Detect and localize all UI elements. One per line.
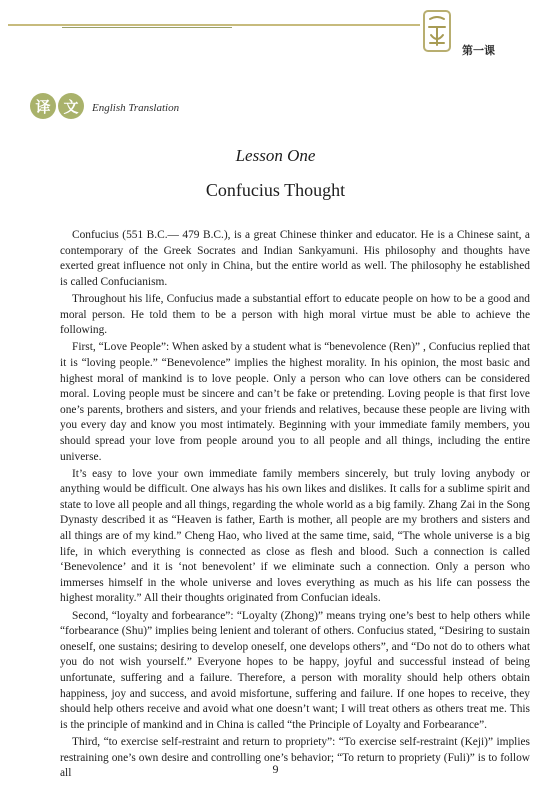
page-title: Confucius Thought (205, 180, 346, 200)
paragraph: Confucius (551 B.C.— 479 B.C.), is a great Chinese thinker and educator. He is a Chinese saint, a contemporary of the Greek Socrates and Indian Sankyamuni. His philosophy and thoughts have exerted great influence not only in China, but the entire world as well. The philosophy he established is called Confucianism. (60, 229, 530, 288)
lesson-tag: 第一课 (462, 44, 495, 57)
paragraph: Throughout his life, Confucius made a substantial effort to educate people on how to be a good and moral person. He told them to be a person with high moral virtue must be able to achieve the following. (60, 292, 530, 337)
body-text (60, 228, 530, 783)
section-underline (62, 27, 232, 28)
seal-stamp-icon (420, 8, 454, 54)
section-badge-2: 文 (58, 93, 84, 119)
paragraph: Third, “to exercise self-restraint and return to propriety”: “To exercise self-restraint (Keji)” implies restraining one’s own desire and controlling one’s behavior; “To return to propriety (Fuli)” is to follow all (60, 735, 530, 780)
paragraph: First, “Love People”: When asked by a student what is “benevolence (Ren)” , Confucius replied that it is “loving people.” “Benevolence” implies the highest morality. In his opinion, the most basic and highest moral of mankind is to love people. Only a person who can love others can be considered moral. Loving people must be sincere and can’t be fake or pretending. Loving people is that first love one’s parents, brothers and sisters, and your friends and relatives, because these people are living with you every day and know you most intimately. Beginning with your immediate family members, you should spread your love from people around you to all people and all things, including the entire universe. (60, 341, 530, 463)
section-badge-1: 译 (30, 93, 56, 119)
lesson-title: Lesson One (235, 146, 316, 165)
paragraph: Second, “loyalty and forbearance”: “Loyalty (Zhong)” means trying one’s best to help others while “forbearance (Shu)” implies being lenient and tolerant of others. Confucius stated, “Desiring to sustain oneself, one sustains; desiring to develop oneself, one develops others”, and “Do not do to others what you do not wish yourself.” Everyone hopes to be happy, joyful and successful instead of being unfortunate, suffering and a failure. Therefore, a person with morality should help others obtain happiness, joy and success, and avoid misfortune, suffering and failure. If one hopes to receive, they should help others receive and avoid what one doesn’t want; I will treat others as others treat me. This is the principle of mankind and in China is called “the Principle of Loyalty and Forbearance”. (60, 609, 530, 731)
section-label: English Translation (92, 102, 180, 114)
paragraph: It’s easy to love your own immediate family members sincerely, but truly loving anybody or anything would be difficult. One always has his own likes and dislikes. It calls for a sublime spirit and state to love all people and all things, regarding the whole world as a big family. Zhang Zai in the Song Dynasty described it as “Heaven is father, Earth is mother, all people are my brothers and sisters and all things are of my kind.” Cheng Hao, who lived at the same time, said, “The whole universe is a big life, in which everything is connected as close as flesh and blood. Such a connection is called ‘Benevolence’ and it is ‘not benevolent’ if we eliminate such a connection. Only a person who immerses himself in the whole universe and loves everything as much as his life can possess the highest morality.” All their thoughts originated from Confucian ideals. (60, 467, 530, 605)
page-number: 9 (272, 762, 279, 776)
header-rule (8, 24, 420, 26)
